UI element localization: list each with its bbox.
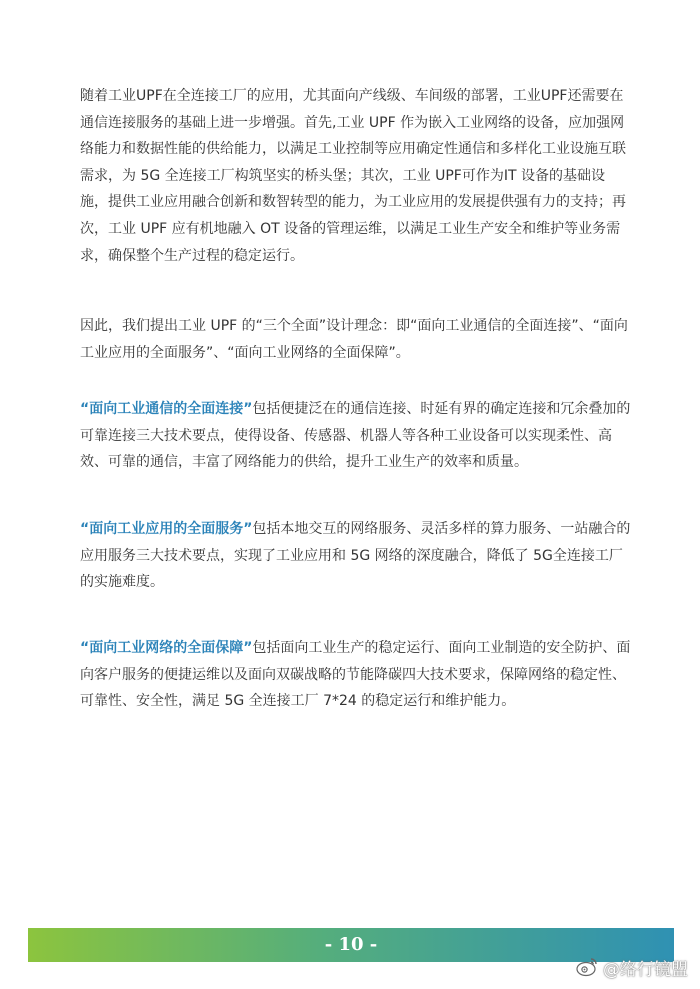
paragraph-text: 随着工业UPF在全连接工厂的应用，尤其面向产线级、车间级的部署，工业UPF还需要在通信连接服务的基础上进一步增强。首先,工业 UPF 作为嵌入工业网络的设备，应加强网络能力和数据性能的供给能力，以满足工业控制等应用确定性通信和多样化工业设施互联需求，为 5G 全连接工厂构筑坚实的桥头堡；其次，工业 UPF可作为IT 设备的基础设施，提供工业应用融合创新和数智转型的能力，为工业应用的发展提供强有力的支持；再次，工业 UPF 应有机地融入 OT 设备的管理运维，以满足工业生产安全和维护等业务需求，确保整个生产过程的稳定运行。 — [80, 88, 626, 264]
page-number: - 10 - — [324, 934, 378, 955]
paragraph-full-connection — [80, 396, 632, 476]
paragraph-lead-heading: “面向工业通信的全面连接” — [80, 401, 253, 417]
watermark — [575, 952, 688, 982]
paragraph-design-concept — [80, 313, 632, 366]
paragraph-lead-heading: “面向工业网络的全面保障” — [80, 640, 253, 656]
paragraph-full-service — [80, 516, 632, 596]
paragraph-text: 包括面向工业生产的稳定运行、面向工业制造的安全防护、面向客户服务的便捷运维以及面向双碳战略的节能降碳四大技术要求，保障网络的稳定性、可靠性、安全性，满足 5G 全连接工厂 7*24 的稳定运行和维护能力。 — [80, 640, 631, 710]
paragraph-lead-heading: “面向工业应用的全面服务” — [80, 521, 253, 537]
paragraph-text: 包括本地交互的网络服务、灵活多样的算力服务、一站融合的应用服务三大技术要点，实现了工业应用和 5G 网络的深度融合，降低了 5G全连接工厂的实施难度。 — [80, 521, 631, 591]
weibo-icon — [575, 955, 599, 979]
paragraph-text: 包括便捷泛在的通信连接、时延有界的确定连接和冗余叠加的可靠连接三大技术要点，使得设备、传感器、机器人等各种工业设备可以实现柔性、高效、可靠的通信，丰富了网络能力的供给，提升工业生产的效率和质量。 — [80, 401, 631, 471]
watermark-text: @络行镜盟 — [603, 959, 688, 980]
paragraph-upf-enhancement — [80, 83, 632, 269]
paragraph-text: 因此，我们提出工业 UPF 的“三个全面”设计理念：即“面向工业通信的全面连接”、“面向工业应用的全面服务”、“面向工业网络的全面保障”。 — [80, 318, 628, 361]
paragraph-full-guarantee — [80, 635, 632, 715]
